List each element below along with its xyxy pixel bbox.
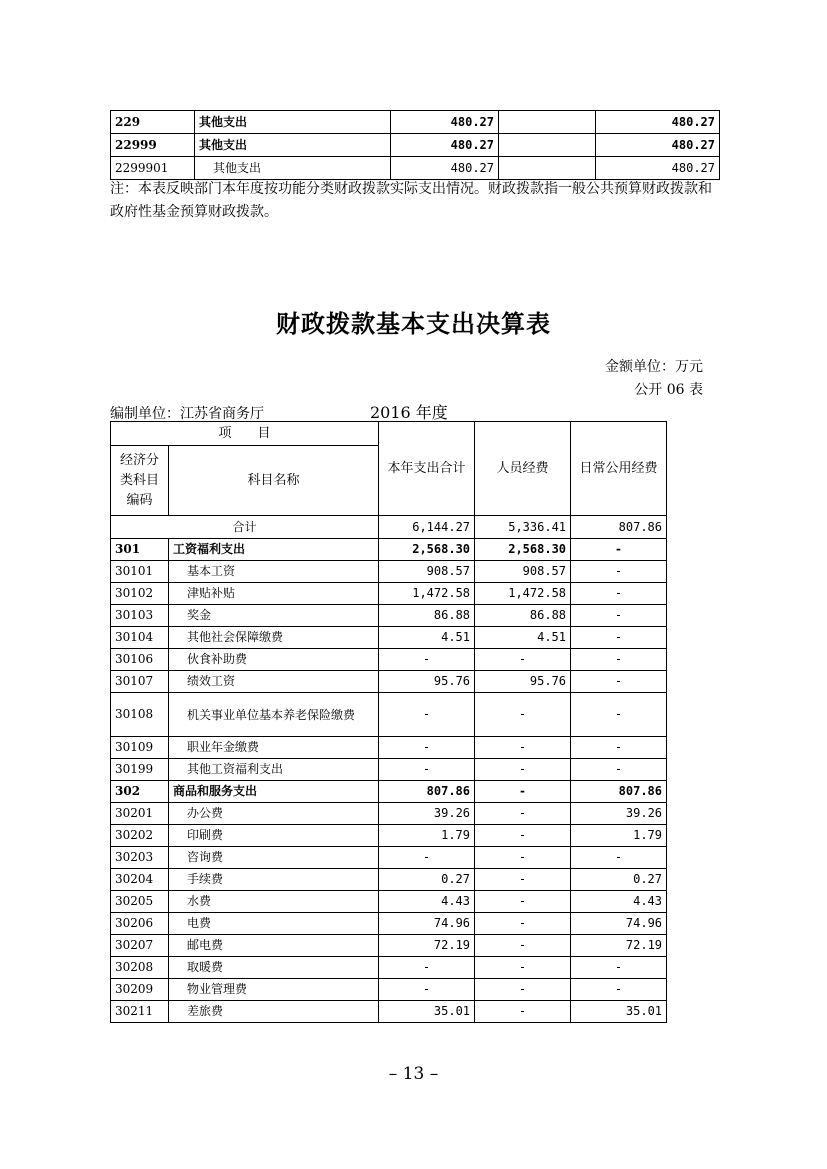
row-personnel: - <box>475 891 571 913</box>
row-code: 229 <box>111 111 195 134</box>
row-code: 30106 <box>111 649 169 671</box>
row-name: 津贴补贴 <box>169 583 379 605</box>
row-total: 4.43 <box>379 891 475 913</box>
table-row <box>111 737 667 759</box>
row-basic <box>499 157 596 180</box>
row-code: 30208 <box>111 957 169 979</box>
table-row <box>111 781 667 803</box>
row-name: 取暖费 <box>169 957 379 979</box>
row-public: - <box>571 605 667 627</box>
row-total: 72.19 <box>379 935 475 957</box>
row-code: 30109 <box>111 737 169 759</box>
row-code: 302 <box>111 781 169 803</box>
row-name: 邮电费 <box>169 935 379 957</box>
row-name: 其他支出 <box>195 111 391 134</box>
row-code: 30206 <box>111 913 169 935</box>
row-public: - <box>571 671 667 693</box>
row-personnel: 908.57 <box>475 561 571 583</box>
row-total: - <box>379 737 475 759</box>
row-personnel: - <box>475 803 571 825</box>
page-number: – 13 – <box>388 1064 439 1084</box>
row-name: 工资福利支出 <box>169 539 379 561</box>
row-public: 35.01 <box>571 1001 667 1023</box>
row-public: - <box>571 627 667 649</box>
row-personnel: 1,472.58 <box>475 583 571 605</box>
organization-label: 编制单位：江苏省商务厅 <box>110 406 264 422</box>
table-row <box>111 979 667 1001</box>
total-column-header: 本年支出合计 <box>379 422 475 516</box>
unit-block <box>605 356 703 402</box>
table-row <box>111 671 667 693</box>
table-row <box>111 825 667 847</box>
row-code: 30199 <box>111 759 169 781</box>
row-name: 其他支出 <box>195 157 391 180</box>
row-total: 2,568.30 <box>379 539 475 561</box>
row-total: 39.26 <box>379 803 475 825</box>
row-public: - <box>571 737 667 759</box>
table-row <box>111 111 720 134</box>
table-note: 注：本表反映部门本年度按功能分类财政拨款实际支出情况。财政拨款指一般公共预算财政拨款和政府性基金预算财政拨款。 <box>110 181 712 220</box>
row-public: - <box>571 957 667 979</box>
row-public: - <box>571 561 667 583</box>
functional-expense-table-tail <box>110 110 720 180</box>
table-row <box>111 957 667 979</box>
row-name: 其他工资福利支出 <box>169 759 379 781</box>
row-code: 30207 <box>111 935 169 957</box>
row-name: 差旅费 <box>169 1001 379 1023</box>
row-total: - <box>379 847 475 869</box>
row-name: 职业年金缴费 <box>169 737 379 759</box>
row-personnel: - <box>475 847 571 869</box>
row-personnel: - <box>475 781 571 803</box>
row-personnel: 4.51 <box>475 627 571 649</box>
row-project: 480.27 <box>596 134 720 157</box>
page-title: 财政拨款基本支出决算表 <box>276 309 551 338</box>
table-row <box>111 561 667 583</box>
row-total: 35.01 <box>379 1001 475 1023</box>
item-header: 项 目 <box>111 422 379 446</box>
row-name: 伙食补助费 <box>169 649 379 671</box>
row-total: 480.27 <box>391 111 499 134</box>
table-row <box>111 605 667 627</box>
row-code: 30211 <box>111 1001 169 1023</box>
table-number-label: 公开 06 表 <box>634 382 703 398</box>
row-code: 30108 <box>111 693 169 737</box>
row-public: 807.86 <box>571 781 667 803</box>
table-row <box>111 693 667 737</box>
row-public: - <box>571 759 667 781</box>
public-column-header: 日常公用经费 <box>571 422 667 516</box>
total-amount: 6,144.27 <box>379 516 475 539</box>
row-personnel: - <box>475 979 571 1001</box>
row-personnel: - <box>475 649 571 671</box>
row-total: - <box>379 693 475 737</box>
row-name: 商品和服务支出 <box>169 781 379 803</box>
table-row <box>111 869 667 891</box>
row-personnel: - <box>475 825 571 847</box>
row-public: - <box>571 693 667 737</box>
row-name: 其他支出 <box>195 134 391 157</box>
table-row <box>111 1001 667 1023</box>
row-name: 电费 <box>169 913 379 935</box>
row-personnel: - <box>475 737 571 759</box>
row-total: 86.88 <box>379 605 475 627</box>
row-total: 0.27 <box>379 869 475 891</box>
row-total: 807.86 <box>379 781 475 803</box>
header-row-1 <box>111 422 667 446</box>
table-row <box>111 935 667 957</box>
row-total: 95.76 <box>379 671 475 693</box>
row-public: - <box>571 649 667 671</box>
row-name: 咨询费 <box>169 847 379 869</box>
total-personnel: 5,336.41 <box>475 516 571 539</box>
row-name: 绩效工资 <box>169 671 379 693</box>
row-code: 30104 <box>111 627 169 649</box>
row-code: 30202 <box>111 825 169 847</box>
row-code: 30101 <box>111 561 169 583</box>
row-total: 908.57 <box>379 561 475 583</box>
row-total: - <box>379 759 475 781</box>
row-personnel: 2,568.30 <box>475 539 571 561</box>
name-column-header: 科目名称 <box>169 446 379 516</box>
table-row <box>111 539 667 561</box>
row-total: 1,472.58 <box>379 583 475 605</box>
table-row <box>111 649 667 671</box>
row-name: 手续费 <box>169 869 379 891</box>
total-row <box>111 516 667 539</box>
row-public: - <box>571 979 667 1001</box>
row-total: - <box>379 649 475 671</box>
row-total: 1.79 <box>379 825 475 847</box>
table-row <box>111 627 667 649</box>
row-name: 办公费 <box>169 803 379 825</box>
row-public: 4.43 <box>571 891 667 913</box>
row-code: 30203 <box>111 847 169 869</box>
table-row <box>111 583 667 605</box>
row-name: 奖金 <box>169 605 379 627</box>
row-total: - <box>379 957 475 979</box>
row-name: 水费 <box>169 891 379 913</box>
table-row <box>111 803 667 825</box>
row-personnel: - <box>475 759 571 781</box>
row-name: 印刷费 <box>169 825 379 847</box>
row-code: 30205 <box>111 891 169 913</box>
row-project: 480.27 <box>596 157 720 180</box>
row-project: 480.27 <box>596 111 720 134</box>
row-name: 其他社会保障缴费 <box>169 627 379 649</box>
row-basic <box>499 111 596 134</box>
row-code: 30102 <box>111 583 169 605</box>
row-public: 0.27 <box>571 869 667 891</box>
row-total: 74.96 <box>379 913 475 935</box>
total-public: 807.86 <box>571 516 667 539</box>
year-label: 2016 年度 <box>370 403 448 422</box>
row-basic <box>499 134 596 157</box>
row-code: 30201 <box>111 803 169 825</box>
basic-expense-table <box>110 421 667 1023</box>
table-row <box>111 134 720 157</box>
row-personnel: 95.76 <box>475 671 571 693</box>
row-public: - <box>571 539 667 561</box>
row-public: 39.26 <box>571 803 667 825</box>
row-code: 22999 <box>111 134 195 157</box>
row-public: 1.79 <box>571 825 667 847</box>
table-row <box>111 913 667 935</box>
row-personnel: - <box>475 913 571 935</box>
row-personnel: - <box>475 957 571 979</box>
row-public: 74.96 <box>571 913 667 935</box>
row-personnel: - <box>475 1001 571 1023</box>
row-code: 30107 <box>111 671 169 693</box>
table-row <box>111 759 667 781</box>
row-personnel: 86.88 <box>475 605 571 627</box>
row-name: 机关事业单位基本养老保险缴费 <box>169 693 379 737</box>
row-personnel: - <box>475 935 571 957</box>
row-total: 480.27 <box>391 157 499 180</box>
row-code: 2299901 <box>111 157 195 180</box>
personnel-column-header: 人员经费 <box>475 422 571 516</box>
row-personnel: - <box>475 693 571 737</box>
row-total: 4.51 <box>379 627 475 649</box>
row-code: 30103 <box>111 605 169 627</box>
table-row <box>111 891 667 913</box>
row-public: - <box>571 583 667 605</box>
row-code: 30209 <box>111 979 169 1001</box>
row-name: 物业管理费 <box>169 979 379 1001</box>
table-row <box>111 847 667 869</box>
row-public: 72.19 <box>571 935 667 957</box>
amount-unit-label: 金额单位：万元 <box>605 359 703 375</box>
row-name: 基本工资 <box>169 561 379 583</box>
row-code: 301 <box>111 539 169 561</box>
row-personnel: - <box>475 869 571 891</box>
row-total: 480.27 <box>391 134 499 157</box>
row-total: - <box>379 979 475 1001</box>
row-code: 30204 <box>111 869 169 891</box>
table-row <box>111 157 720 180</box>
code-column-header: 经济分类科目编码 <box>111 446 169 516</box>
total-label: 合计 <box>111 516 379 539</box>
row-public: - <box>571 847 667 869</box>
